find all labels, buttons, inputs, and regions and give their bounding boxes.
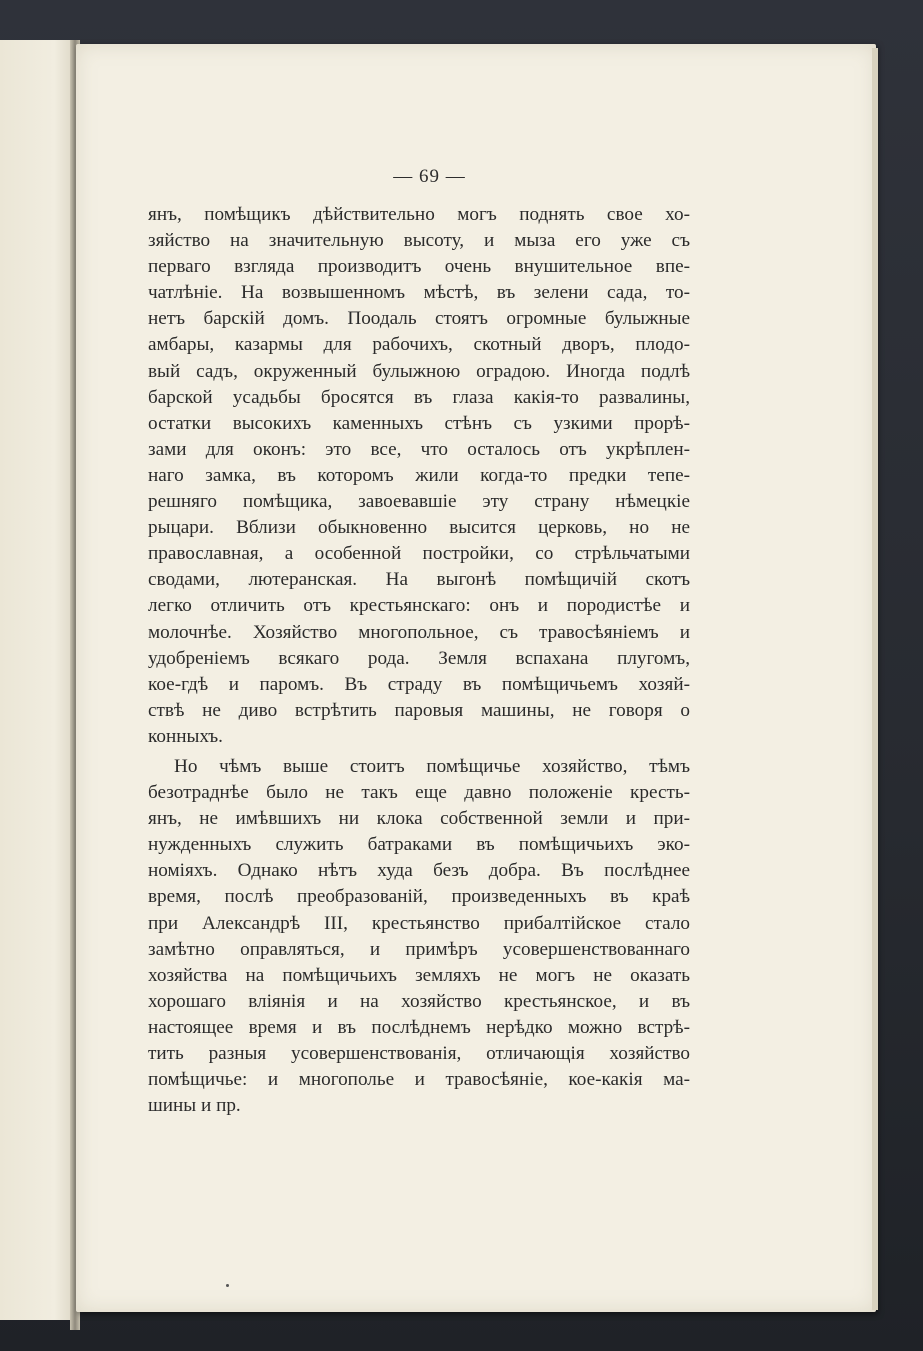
text-line: безотраднѣе было не такъ еще давно положеніе кресть- bbox=[148, 782, 690, 804]
body-text bbox=[148, 202, 690, 1119]
text-line: зяйство на значительную высоту, и мыза его уже съ bbox=[148, 230, 690, 252]
text-line: нужденныхъ служить батраками въ помѣщичьихъ эко- bbox=[148, 834, 690, 856]
text-line: кое-гдѣ и паромъ. Въ страду въ помѣщичьемъ хозяй- bbox=[148, 673, 690, 695]
text-line: сводами, лютеранская. На выгонѣ помѣщичій скотъ bbox=[148, 569, 690, 591]
text-line: янъ, помѣщикъ дѣйствительно могъ поднять свое хо- bbox=[148, 204, 690, 225]
text-line: решняго помѣщика, завоевавшіе эту страну нѣмецкіе bbox=[148, 491, 690, 513]
text-line: номіяхъ. Однако нѣтъ худа безъ добра. Въ послѣднее bbox=[148, 860, 690, 882]
text-line: молочнѣе. Хозяйство многопольное, съ травосѣяніемъ и bbox=[148, 621, 690, 643]
text-line: Но чѣмъ выше стоитъ помѣщичье хозяйство, тѣмъ bbox=[174, 755, 690, 777]
text-line: барской усадьбы бросятся въ глаза какія-то развалины, bbox=[148, 386, 690, 408]
text-line: хозяйства на помѣщичьихъ земляхъ не могъ не оказать bbox=[148, 964, 690, 986]
paragraph bbox=[148, 754, 690, 1119]
text-line: перваго взгляда производитъ очень внушительное впе- bbox=[148, 256, 690, 278]
text-line: ствѣ не диво встрѣтить паровыя машины, не говоря о bbox=[148, 699, 690, 721]
text-line: наго замка, въ которомъ жили когда-то предки тепе- bbox=[148, 464, 690, 486]
text-line: нетъ барскій домъ. Поодаль стоятъ огромные булыжные bbox=[148, 308, 690, 330]
text-line: рыцари. Вблизи обыкновенно высится церковь, но не bbox=[148, 517, 690, 539]
text-line: замѣтно оправляться, и примѣръ усовершенствованнаго bbox=[148, 938, 690, 960]
text-line: вый садъ, окруженный булыжною оградою. Иногда подлѣ bbox=[148, 360, 690, 382]
facing-page-edge bbox=[0, 40, 78, 1320]
text-line: хорошаго вліянія и на хозяйство крестьянское, и въ bbox=[148, 990, 690, 1012]
page-edge bbox=[872, 48, 878, 1310]
text-line: шины и пр. bbox=[148, 1095, 241, 1117]
text-line: при Александрѣ III, крестьянство прибалтійское стало bbox=[148, 912, 690, 934]
text-line: легко отличить отъ крестьянскаго: онъ и породистѣе и bbox=[148, 595, 690, 617]
text-line: амбары, казармы для рабочихъ, скотный дворъ, плодо- bbox=[148, 334, 690, 356]
page-number: — 69 — bbox=[393, 166, 466, 187]
text-line: православная, а особенной постройки, со стрѣльчатыми bbox=[148, 543, 690, 565]
text-line: остатки высокихъ каменныхъ стѣнъ съ узкими прорѣ- bbox=[148, 412, 690, 434]
text-line: помѣщичье: и многополье и травосѣяніе, кое-какія ма- bbox=[148, 1069, 690, 1091]
text-line: тить разныя усовершенствованія, отличающія хозяйство bbox=[148, 1043, 690, 1064]
text-line: зами для оконъ: это все, что осталось отъ укрѣплен- bbox=[148, 438, 690, 460]
text-line: удобреніемъ всякаго рода. Земля вспахана плугомъ, bbox=[148, 647, 690, 669]
paragraph bbox=[148, 202, 690, 750]
text-line: настоящее время и въ послѣднемъ нерѣдко можно встрѣ- bbox=[148, 1016, 690, 1038]
text-line: время, послѣ преобразованій, произведенныхъ въ краѣ bbox=[148, 886, 690, 908]
text-line: чатлѣніе. На возвышенномъ мѣстѣ, въ зелени сада, то- bbox=[148, 282, 690, 304]
paper-speck bbox=[226, 1284, 229, 1287]
text-line: янъ, не имѣвшихъ ни клока собственной земли и при- bbox=[148, 808, 690, 830]
text-line: конныхъ. bbox=[148, 725, 223, 747]
